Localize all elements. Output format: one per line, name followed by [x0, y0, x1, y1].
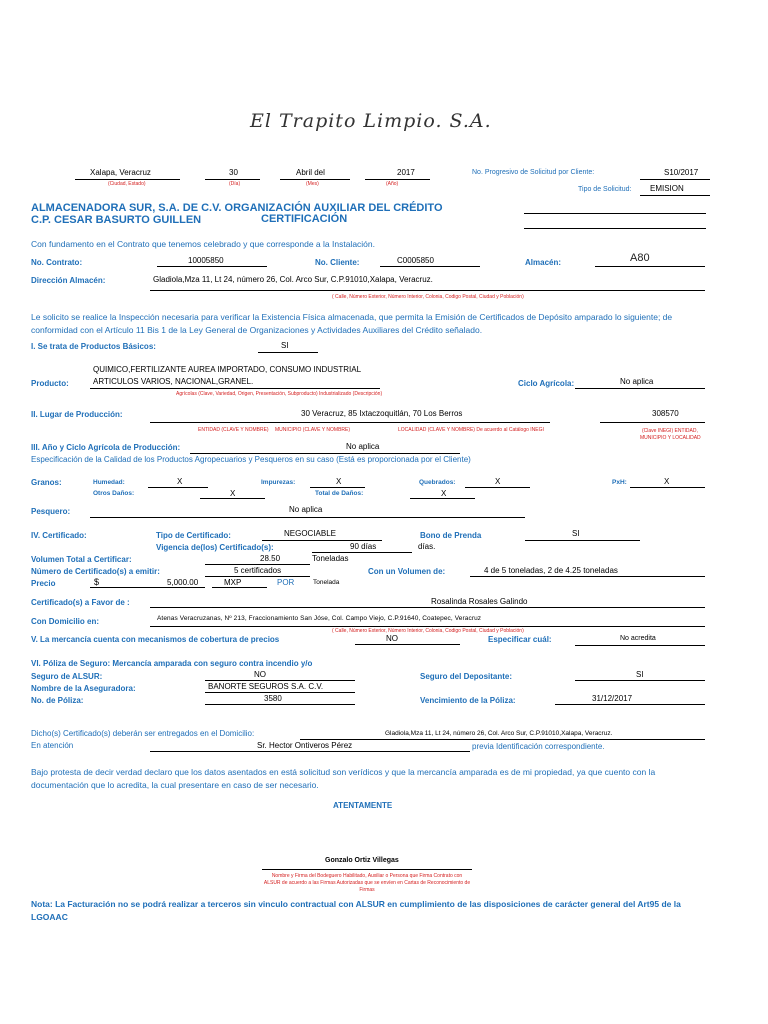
precio-line — [90, 587, 205, 588]
seguro-alsur-value: NO — [254, 670, 266, 679]
domicilio-label: Con Domicilio en: — [31, 617, 99, 626]
vencimiento-value: 31/12/2017 — [592, 694, 633, 703]
aseguradora-value: BANORTE SEGUROS S.A. C.V. — [208, 682, 324, 691]
date-day-line — [205, 179, 260, 180]
aseguradora-line — [205, 692, 355, 693]
volumen-value: 28.50 — [260, 554, 281, 563]
org-name: ALMACENADORA SUR, S.A. DE C.V. ORGANIZACIÓN AUXILIAR DEL CRÉDITO — [31, 202, 443, 214]
anio-ciclo-value: No aplica — [346, 442, 380, 451]
seguro-depositante-label: Seguro del Depositante: — [420, 672, 513, 681]
poliza-numero-value: 3580 — [264, 694, 282, 703]
especificar-label: Especificar cuál: — [488, 635, 552, 644]
lugar-hint-right1: (Clave INEGI) ENTIDAD, — [642, 428, 698, 434]
pesquero-line — [90, 517, 525, 518]
lugar-label: II. Lugar de Producción: — [31, 410, 123, 419]
direccion-label: Dirección Almacén: — [31, 276, 106, 285]
bono-line — [525, 540, 640, 541]
producto-line2: ARTICULOS VARIOS, NACIONAL,GRANEL. — [93, 377, 254, 386]
precio-value: 5,000.00 — [167, 578, 199, 587]
basicos-value: SI — [281, 341, 289, 350]
quebrados-value: X — [495, 477, 501, 486]
total-danos-line — [410, 498, 475, 499]
domicilio-line — [150, 626, 705, 627]
basicos-line — [258, 352, 318, 353]
almacen-value: A80 — [630, 252, 650, 264]
date-month: Abril del — [296, 168, 325, 177]
poliza-numero-label: No. de Póliza: — [31, 696, 84, 705]
atentamente: ATENTAMENTE — [333, 801, 393, 810]
almacen-line — [595, 266, 705, 267]
date-city-line — [75, 179, 180, 180]
favor-value: Rosalinda Rosales Galindo — [431, 597, 528, 606]
pesquero-label: Pesquero: — [31, 507, 71, 516]
atencion-label: En atención — [31, 741, 74, 750]
document-type: CERTIFICACIÓN — [261, 213, 348, 225]
total-danos-value: X — [441, 489, 447, 498]
granos-label: Granos: — [31, 478, 62, 487]
direccion-value: Gladiola,Mza 11, Lt 24, número 26, Col. Arco Sur, C.P.91010,Xalapa, Veracruz. — [153, 275, 433, 284]
contrato-value: 10005850 — [188, 256, 224, 265]
entrega-label: Dicho(s) Certificado(s) deberán ser entregados en el Domicilio: — [31, 729, 255, 738]
cliente-line — [380, 266, 480, 267]
con-volumen-line — [470, 576, 705, 577]
header-line-1 — [524, 213, 706, 214]
cobertura-label: V. La mercancía cuenta con mecanismos de cobertura de precios — [31, 635, 280, 644]
contrato-label: No. Contrato: — [31, 258, 83, 267]
moneda-value: MXP — [224, 578, 242, 587]
previa-text: previa Identificación correspondiente. — [472, 742, 605, 751]
pxh-value: X — [664, 477, 670, 486]
lugar-inegi-line — [600, 422, 705, 423]
intro-text: Con fundamento en el Contrato que tenemos celebrado y que corresponde a la Instalación. — [31, 239, 376, 249]
por-label: POR — [277, 578, 295, 587]
anio-ciclo-line — [190, 453, 460, 454]
firma-line — [262, 869, 472, 870]
especificar-value: No acredita — [620, 635, 656, 642]
seguro-alsur-line — [205, 680, 355, 681]
cobertura-value: NO — [386, 634, 398, 643]
moneda-symbol: $ — [94, 577, 100, 587]
lugar-hint-right2: MUNICIPIO Y LOCALIDAD — [640, 435, 701, 441]
atencion-line — [150, 751, 470, 752]
progresivo-value: S10/2017 — [664, 168, 699, 177]
protesta-paragraph: Bajo protesta de decir verdad declaro que los datos asentados en está solicitud son verídicos y que la mercancía amparada es de mi propiedad, ya que cuento con la documentación que lo acredita, la cual presentare en caso de ser necesario. — [31, 767, 656, 790]
otros-danos-label: Otros Daños: — [93, 490, 135, 497]
direccion-hint: ( Calle, Número Exterior, Número Interior, Colonia, Codigo Postal, Ciudad y Población) — [332, 294, 524, 300]
seguro-depositante-value: SI — [636, 670, 644, 679]
otros-danos-value: X — [230, 489, 236, 498]
tipo-certificado-label: Tipo de Certificado: — [156, 531, 231, 540]
date-day-hint: (Día) — [229, 181, 241, 187]
date-year-hint: (Año) — [386, 181, 399, 187]
vigencia-line — [312, 552, 412, 553]
cliente-value: C0005850 — [397, 256, 434, 265]
cobertura-line — [355, 644, 460, 645]
anio-ciclo-label: III. Año y Ciclo Agrícola de Producción: — [31, 443, 181, 452]
volumen-unit: Toneladas — [312, 554, 349, 563]
impurezas-value: X — [336, 477, 342, 486]
pxh-label: PxH: — [612, 479, 627, 486]
vencimiento-line — [555, 704, 705, 705]
entrega-domicilio-line — [300, 739, 705, 740]
numero-certificados-label: Número de Certificado(s) a emitir: — [31, 567, 160, 576]
company-title: El Trapito Limpio. S.A. — [250, 110, 492, 132]
total-danos-label: Total de Daños: — [315, 490, 364, 497]
quebrados-label: Quebrados: — [419, 479, 456, 486]
favor-label: Certificado(s) a Favor de : — [31, 598, 130, 607]
humedad-label: Humedad: — [93, 479, 125, 486]
aseguradora-label: Nombre de la Aseguradora: — [31, 684, 136, 693]
ciclo-line — [575, 388, 705, 389]
direccion-line — [150, 290, 705, 291]
entrega-domicilio: Gladiola,Mza 11, Lt 24, número 26, Col. Arco Sur, C.P.91010,Xalapa, Veracruz. — [385, 730, 613, 737]
atencion-value: Sr. Hector Ontiveros Pérez — [257, 741, 353, 750]
con-volumen-value: 4 de 5 toneladas, 2 de 4.25 toneladas — [484, 566, 618, 575]
numero-certificados-line — [205, 576, 310, 577]
contrato-line — [157, 266, 267, 267]
seguro-depositante-line — [575, 680, 705, 681]
vigencia-value: 90 días — [350, 542, 377, 551]
tipo-solicitud-label: Tipo de Solicitud: — [578, 186, 632, 193]
progresivo-line — [640, 179, 710, 180]
date-year: 2017 — [397, 168, 415, 177]
producto-label: Producto: — [31, 379, 69, 388]
especificacion-text: Especificación de la Calidad de los Productos Agropecuarios y Pesqueros en su caso (Está es proporcionada por el Cliente) — [31, 455, 471, 464]
nota-paragraph: Nota: La Facturación no se podrá realizar a terceros sin vinculo contractual con ALSUR en cumplimiento de las disposiciones de carácter general del Art95 de la LGOAAC — [31, 899, 681, 922]
pesquero-value: No aplica — [289, 505, 323, 514]
seguro-alsur-label: Seguro de ALSUR: — [31, 672, 103, 681]
lugar-hint-entidad: ENTIDAD (CLAVE Y NOMBRE) — [198, 427, 269, 433]
date-month-hint: (Mes) — [306, 181, 319, 187]
cliente-label: No. Cliente: — [315, 258, 360, 267]
con-volumen-label: Con un Volumen de: — [368, 567, 446, 576]
firma-hint-3: Firmas — [359, 887, 375, 893]
tipo-solicitud-line — [640, 195, 710, 196]
quebrados-line — [465, 487, 530, 488]
tipo-solicitud-value: EMISION — [650, 184, 684, 193]
date-city: Xalapa, Veracruz — [90, 168, 151, 177]
impurezas-line — [310, 487, 365, 488]
tipo-certificado-value: NEGOCIABLE — [284, 529, 337, 538]
poliza-numero-line — [205, 704, 355, 705]
volumen-line — [205, 564, 310, 565]
firmante-name: Gonzalo Ortiz Villegas — [325, 857, 399, 864]
producto-line1: QUIMICO,FERTILIZANTE AUREA IMPORTADO, CONSUMO INDUSTRIAL — [93, 365, 362, 374]
tipo-certificado-line — [262, 540, 382, 541]
bono-label: Bono de Prenda — [420, 531, 482, 540]
poliza-title: VI. Póliza de Seguro: Mercancía amparada con seguro contra incendio y/o — [31, 659, 313, 668]
progresivo-label: No. Progresivo de Solicitud por Cliente: — [472, 169, 595, 176]
producto-line — [90, 388, 380, 389]
pxh-line — [630, 487, 705, 488]
domicilio-value: Atenas Veracruzanas, Nº 213, Fraccionamiento San Jóse, Col. Campo Viejo, C.P.91640, Coatepec, Veracruz — [157, 615, 482, 622]
lugar-inegi: 308570 — [652, 409, 679, 418]
ciclo-value: No aplica — [620, 377, 654, 386]
domicilio-hint: ( Calle, Número Exterior, Número Interior, Colonia, Codigo Postal, Ciudad y Población) — [332, 628, 524, 634]
lugar-value: 30 Veracruz, 85 Ixtaczoquitlán, 70 Los Berros — [301, 409, 463, 418]
date-month-line — [280, 179, 350, 180]
numero-certificados-value: 5 certificados — [234, 566, 282, 575]
vencimiento-label: Vencimiento de la Póliza: — [420, 696, 516, 705]
impurezas-label: Impurezas: — [261, 479, 296, 486]
date-city-hint: (Ciudad, Estado) — [108, 181, 146, 187]
lugar-hint-municipio: MUNICIPIO (CLAVE Y NOMBRE) — [275, 427, 351, 433]
humedad-line — [148, 487, 208, 488]
ciclo-label: Ciclo Agrícola: — [518, 379, 575, 388]
precio-label: Precio — [31, 579, 56, 588]
almacen-label: Almacén: — [525, 258, 562, 267]
especificar-line — [575, 645, 705, 646]
lugar-hint-localidad: LOCALIDAD (CLAVE Y NOMBRE) De acuerdo al Catálogo INEGI — [398, 427, 544, 433]
firma-hint-2: ALSUR de acuerdo a las Firmas Autorizadas que se envíen en Cartas de Reconocimiento de — [263, 880, 471, 886]
certificado-label: IV. Certificado: — [31, 531, 87, 540]
bono-value: SI — [572, 529, 580, 538]
header-line-2 — [524, 228, 706, 229]
por-unit: Tonelada — [313, 579, 340, 586]
firma-hint-1: Nombre y Firma del Bodeguero Habilitado, Auxiliar o Persona que Firma Contrato con — [271, 873, 463, 879]
humedad-value: X — [177, 477, 183, 486]
date-day: 30 — [229, 168, 238, 177]
producto-hint: Agrícolas (Clave, Variedad, Origen, Presentación, Subproducto) Industrializado (Descripción) — [176, 391, 383, 397]
moneda-line — [212, 587, 267, 588]
vigencia-label: Vigencia de(los) Certificado(s): — [156, 543, 274, 552]
solicito-paragraph: Le solicito se realice la Inspección necesaria para verificar la Existencia Física almacenada, que permita la Emisión de Certificados de Depósito amparado lo siguiente; de conformidad con el Artículo 11 Bis 1 de la Ley General de Organizaciones y Actividades Auxiliares del Crédito señalado. — [31, 312, 673, 335]
contact-person: C.P. CESAR BASURTO GUILLEN — [31, 214, 202, 226]
favor-line — [150, 607, 705, 608]
otros-danos-line — [200, 498, 265, 499]
lugar-line — [150, 422, 550, 423]
date-year-line — [365, 179, 430, 180]
vigencia-unit: días. — [418, 542, 436, 551]
basicos-label: I. Se trata de Productos Básicos: — [31, 342, 156, 351]
volumen-label: Volumen Total a Certificar: — [31, 555, 132, 564]
